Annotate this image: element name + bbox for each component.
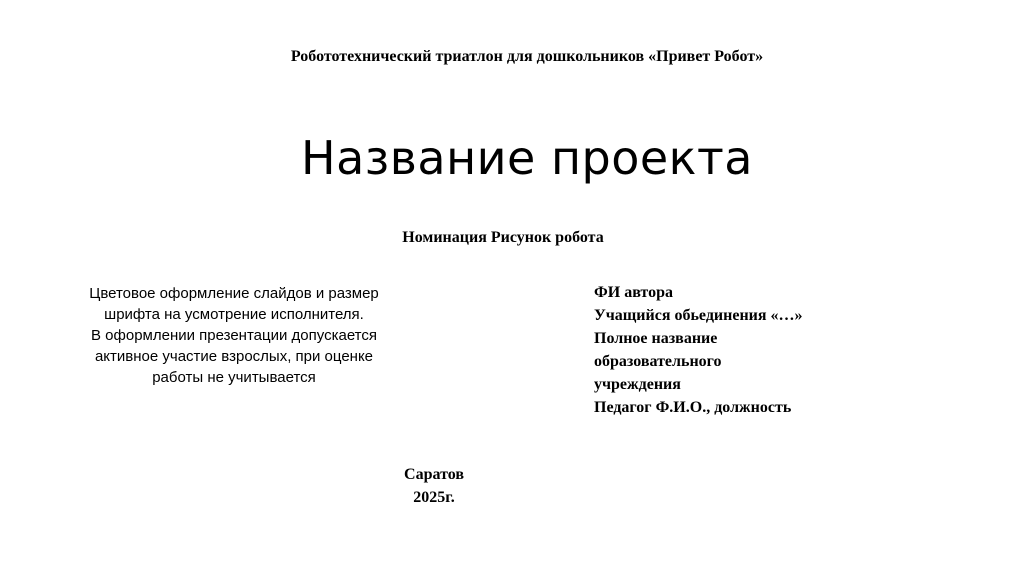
design-note-line: Цветовое оформление слайдов и размер [89, 285, 379, 302]
city-label: Саратов [404, 466, 464, 483]
author-name: ФИ автора [594, 284, 673, 301]
place-date [386, 463, 482, 509]
nomination-label: Номинация Рисунок робота [402, 229, 604, 246]
design-note [52, 283, 416, 388]
teacher-info: Педагог Ф.И.О., должность [594, 399, 792, 416]
design-note-line: активное участие взрослых, при оценке [94, 348, 374, 365]
design-note-line: работы не учитывается [152, 369, 316, 386]
author-group: Учащийся обьединения «…» [594, 307, 803, 324]
design-note-line: шрифта на усмотрение исполнителя. [104, 306, 364, 323]
author-info [594, 281, 894, 419]
institution-name: Полное название [594, 330, 718, 347]
design-note-line: В оформлении презентации допускается [91, 327, 377, 344]
institution-name: учреждения [594, 376, 681, 393]
year-label: 2025г. [413, 489, 455, 506]
institution-name: образовательного [594, 353, 722, 370]
project-title: Название проекта [301, 131, 753, 185]
event-title: Робототехнический триатлон для дошкольников «Привет Робот» [290, 48, 764, 65]
